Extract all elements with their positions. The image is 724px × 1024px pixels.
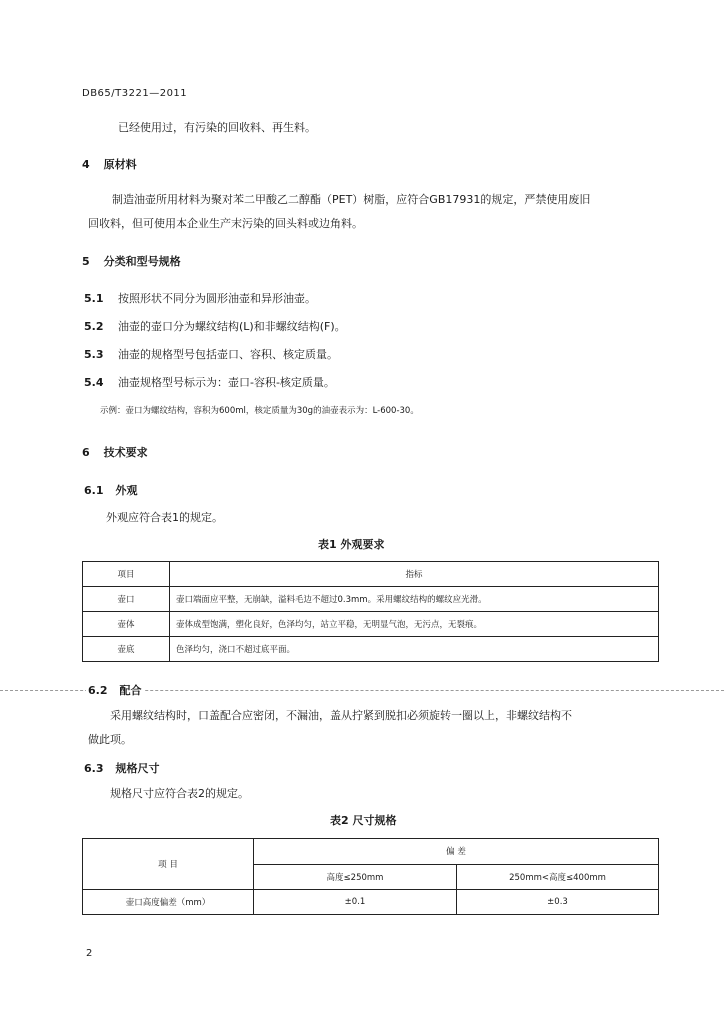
section-6-3-heading bbox=[84, 760, 160, 776]
table-row bbox=[83, 890, 659, 915]
table-cell: ±0.1 bbox=[254, 890, 457, 915]
table-row bbox=[83, 637, 659, 662]
page-number: 2 bbox=[86, 948, 93, 959]
clause-text: 油壶的规格型号包括壶口、容积、核定质量。 bbox=[118, 348, 338, 361]
clause-5-1 bbox=[84, 290, 316, 306]
table-2 bbox=[82, 838, 659, 915]
section-6-number: 6 bbox=[82, 446, 90, 459]
section-6-heading bbox=[82, 444, 148, 460]
table-header-cell: 项目 bbox=[83, 562, 170, 587]
table-cell: 壶口高度偏差（mm） bbox=[83, 890, 254, 915]
section-6-1-heading bbox=[84, 482, 138, 498]
table-cell: ±0.3 bbox=[457, 890, 659, 915]
section-4-title: 原材料 bbox=[103, 158, 137, 171]
table-cell: 壶口 bbox=[83, 587, 170, 612]
section-6-2-paragraph-line1: 采用螺纹结构时，口盖配合应密闭，不漏油，盖从拧紧到脱扣必须旋转一圈以上，非螺纹结构不 bbox=[110, 709, 572, 722]
section-6-2-paragraph-line2: 做此项。 bbox=[88, 733, 132, 746]
table-2-caption: 表2 尺寸规格 bbox=[330, 814, 397, 827]
table-header-cell: 250mm<高度≤400mm bbox=[457, 864, 659, 890]
section-4-number: 4 bbox=[82, 158, 90, 171]
table-header-row bbox=[83, 562, 659, 587]
table-cell: 壶底 bbox=[83, 637, 170, 662]
clause-5-2 bbox=[84, 318, 346, 334]
table-1-caption: 表1 外观要求 bbox=[318, 538, 385, 551]
section-5-number: 5 bbox=[82, 255, 90, 268]
table-row bbox=[83, 612, 659, 637]
clause-text: 油壶的壶口分为螺纹结构(L)和非螺纹结构(F)。 bbox=[118, 320, 346, 333]
document-code: DB65/T3221—2011 bbox=[82, 88, 188, 99]
table-header-cell: 偏 差 bbox=[254, 839, 659, 865]
table-header-row bbox=[83, 839, 659, 865]
section-5-title: 分类和型号规格 bbox=[103, 255, 181, 268]
table-cell: 色泽均匀，浇口不超过底平面。 bbox=[170, 637, 659, 662]
section-6-2-heading bbox=[86, 682, 144, 698]
section-6-3-title: 规格尺寸 bbox=[115, 762, 160, 775]
table-header-cell: 项 目 bbox=[83, 839, 254, 890]
section-6-1-paragraph: 外观应符合表1的规定。 bbox=[106, 511, 223, 524]
section-6-3-paragraph: 规格尺寸应符合表2的规定。 bbox=[110, 787, 249, 800]
table-header-cell: 高度≤250mm bbox=[254, 864, 457, 890]
table-1 bbox=[82, 561, 659, 662]
table-cell: 壶体 bbox=[83, 612, 170, 637]
clause-number: 5.1 bbox=[84, 292, 104, 305]
section-4-heading bbox=[82, 156, 137, 172]
table-cell: 壶口端面应平整，无崩缺，溢料毛边不超过0.3mm。采用螺纹结构的螺纹应光滑。 bbox=[170, 587, 659, 612]
section-4-paragraph-line1: 制造油壶所用材料为聚对苯二甲酸乙二醇酯（PET）树脂，应符合GB17931的规定，严禁使用废旧 bbox=[112, 193, 591, 206]
table-row bbox=[83, 587, 659, 612]
section-6-2-number: 6.2 bbox=[88, 684, 108, 697]
table-cell: 壶体成型饱满，塑化良好，色泽均匀，站立平稳，无明显气泡，无污点，无裂痕。 bbox=[170, 612, 659, 637]
table-header-cell: 指标 bbox=[170, 562, 659, 587]
clause-5-3 bbox=[84, 346, 338, 362]
clause-text: 按照形状不同分为圆形油壶和异形油壶。 bbox=[118, 292, 316, 305]
clause-5-4 bbox=[84, 374, 335, 390]
clause-number: 5.2 bbox=[84, 320, 104, 333]
clause-number: 5.3 bbox=[84, 348, 104, 361]
section-6-2-title: 配合 bbox=[119, 684, 142, 697]
definition-continuation: 已经使用过，有污染的回收料、再生料。 bbox=[118, 121, 316, 134]
section-6-1-number: 6.1 bbox=[84, 484, 104, 497]
section-6-1-title: 外观 bbox=[115, 484, 138, 497]
section-6-3-number: 6.3 bbox=[84, 762, 104, 775]
clause-number: 5.4 bbox=[84, 376, 104, 389]
section-5-heading bbox=[82, 253, 181, 269]
section-4-paragraph-line2: 回收料，但可使用本企业生产末污染的回头料或边角料。 bbox=[88, 217, 363, 230]
section-6-title: 技术要求 bbox=[103, 446, 148, 459]
clause-text: 油壶规格型号标示为：壶口-容积-核定质量。 bbox=[118, 376, 335, 389]
example-note: 示例：壶口为螺纹结构，容积为600ml，核定质量为30g的油壶表示为：L-600-30。 bbox=[100, 406, 419, 416]
